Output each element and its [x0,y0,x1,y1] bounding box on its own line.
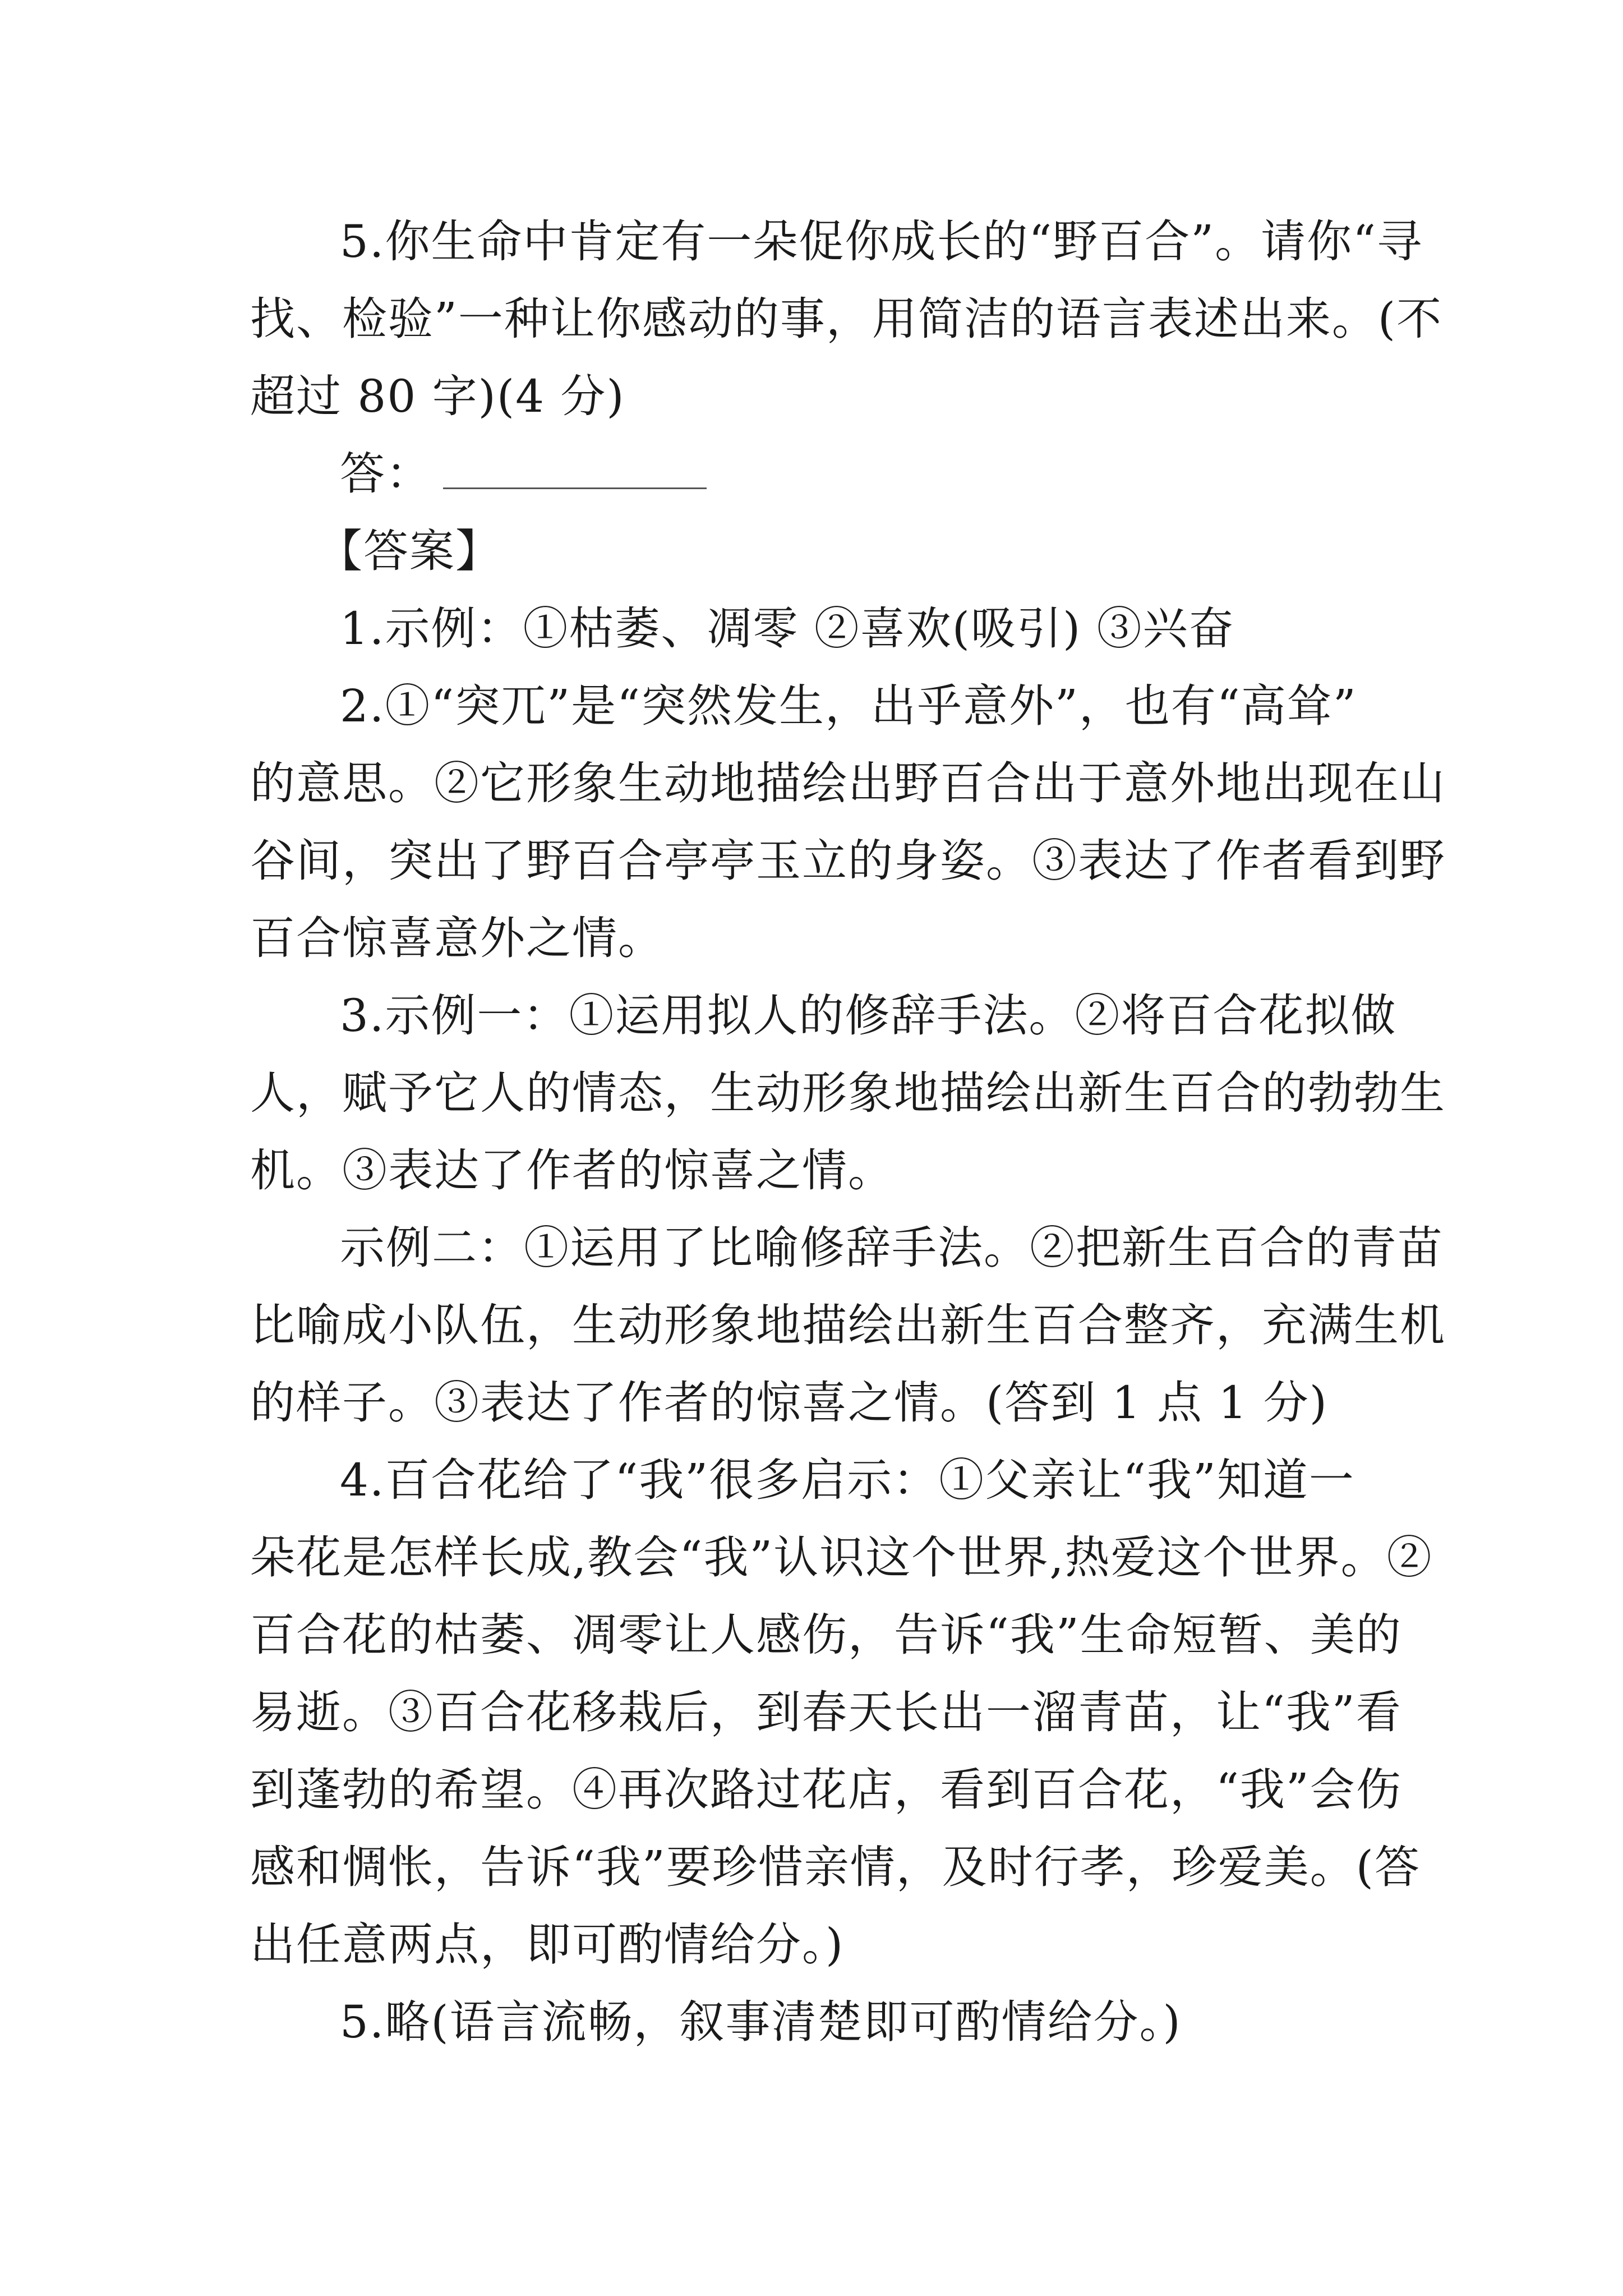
answer-4-line-6: 感和惆怅，告诉“我”要珍惜亲情，及时行孝，珍爱美。(答 [250,1841,1421,1893]
answer-3-example-2 [250,1209,1446,1442]
question-5-line-3: 超过 80 字)(4 分) [250,370,625,422]
question-5-line-1: 5.你生命中肯定有一朵促你成长的“野百合”。请你“寻 [340,215,1423,268]
answer-2-line-4: 百合惊喜意外之情。 [250,912,664,964]
answer-3-ex2-line-3: 的样子。③表达了作者的惊喜之情。(答到 1 点 1 分) [250,1377,1328,1429]
answer-5-line-1: 5.略(语言流畅，叙事清楚即可酌情给分。) [340,1996,1182,2048]
answer-1-line-1: 1.示例：①枯萎、凋零 ②喜欢(吸引) ③兴奋 [340,602,1235,655]
answers-heading: 【答案】 [317,525,501,577]
answer-2-line-1: 2.①“突兀”是“突然发生，出乎意外”，也有“高耸” [340,680,1357,732]
answer-3-ex2-line-2: 比喻成小队伍，生动形象地描绘出新生百合整齐，充满生机 [250,1299,1446,1351]
answer-blank[interactable] [443,448,707,489]
answer-5 [250,1984,1394,2061]
question-5-line-2: 找、检验”一种让你感动的事，用简洁的语言表述出来。(不 [250,293,1443,345]
answer-4 [250,1442,1433,1984]
answer-4-line-2: 朵花是怎样长成,教会“我”认识这个世界,热爱这个世界。② [250,1531,1433,1584]
answer-4-line-5: 到蓬勃的希望。④再次路过花店，看到百合花，“我”会伤 [250,1764,1402,1816]
answer-3-ex1-line-1: 3.示例一：①运用拟人的修辞手法。②将百合花拟做 [340,990,1397,1042]
answer-3-example-1 [250,977,1446,1209]
document-page [250,203,1446,2061]
answer-4-line-4: 易逝。③百合花移栽后，到春天长出一溜青苗，让“我”看 [250,1686,1402,1738]
answer-4-line-7: 出任意两点，即可酌情给分。) [250,1918,845,1971]
answer-3-ex2-line-1: 示例二：①运用了比喻修辞手法。②把新生百合的青苗 [340,1222,1444,1274]
answer-4-line-1: 4.百合花给了“我”很多启示：①父亲让“我”知道一 [340,1454,1355,1506]
answer-line [250,435,1394,513]
answer-4-line-3: 百合花的枯萎、凋零让人感伤，告诉“我”生命短暂、美的 [250,1609,1402,1661]
question-5 [250,203,1443,435]
answer-1 [250,590,1394,668]
answer-2-line-2: 的意思。②它形象生动地描绘出野百合出于意外地出现在山 [250,757,1446,809]
answer-2 [250,668,1446,977]
answer-3-ex1-line-3: 机。③表达了作者的惊喜之情。 [250,1144,894,1197]
answer-2-line-3: 谷间，突出了野百合亭亭玉立的身姿。③表达了作者看到野 [250,835,1446,887]
answer-3-ex1-line-2: 人，赋予它人的情态，生动形象地描绘出新生百合的勃勃生 [250,1067,1446,1119]
answer-label: 答： [340,448,432,500]
